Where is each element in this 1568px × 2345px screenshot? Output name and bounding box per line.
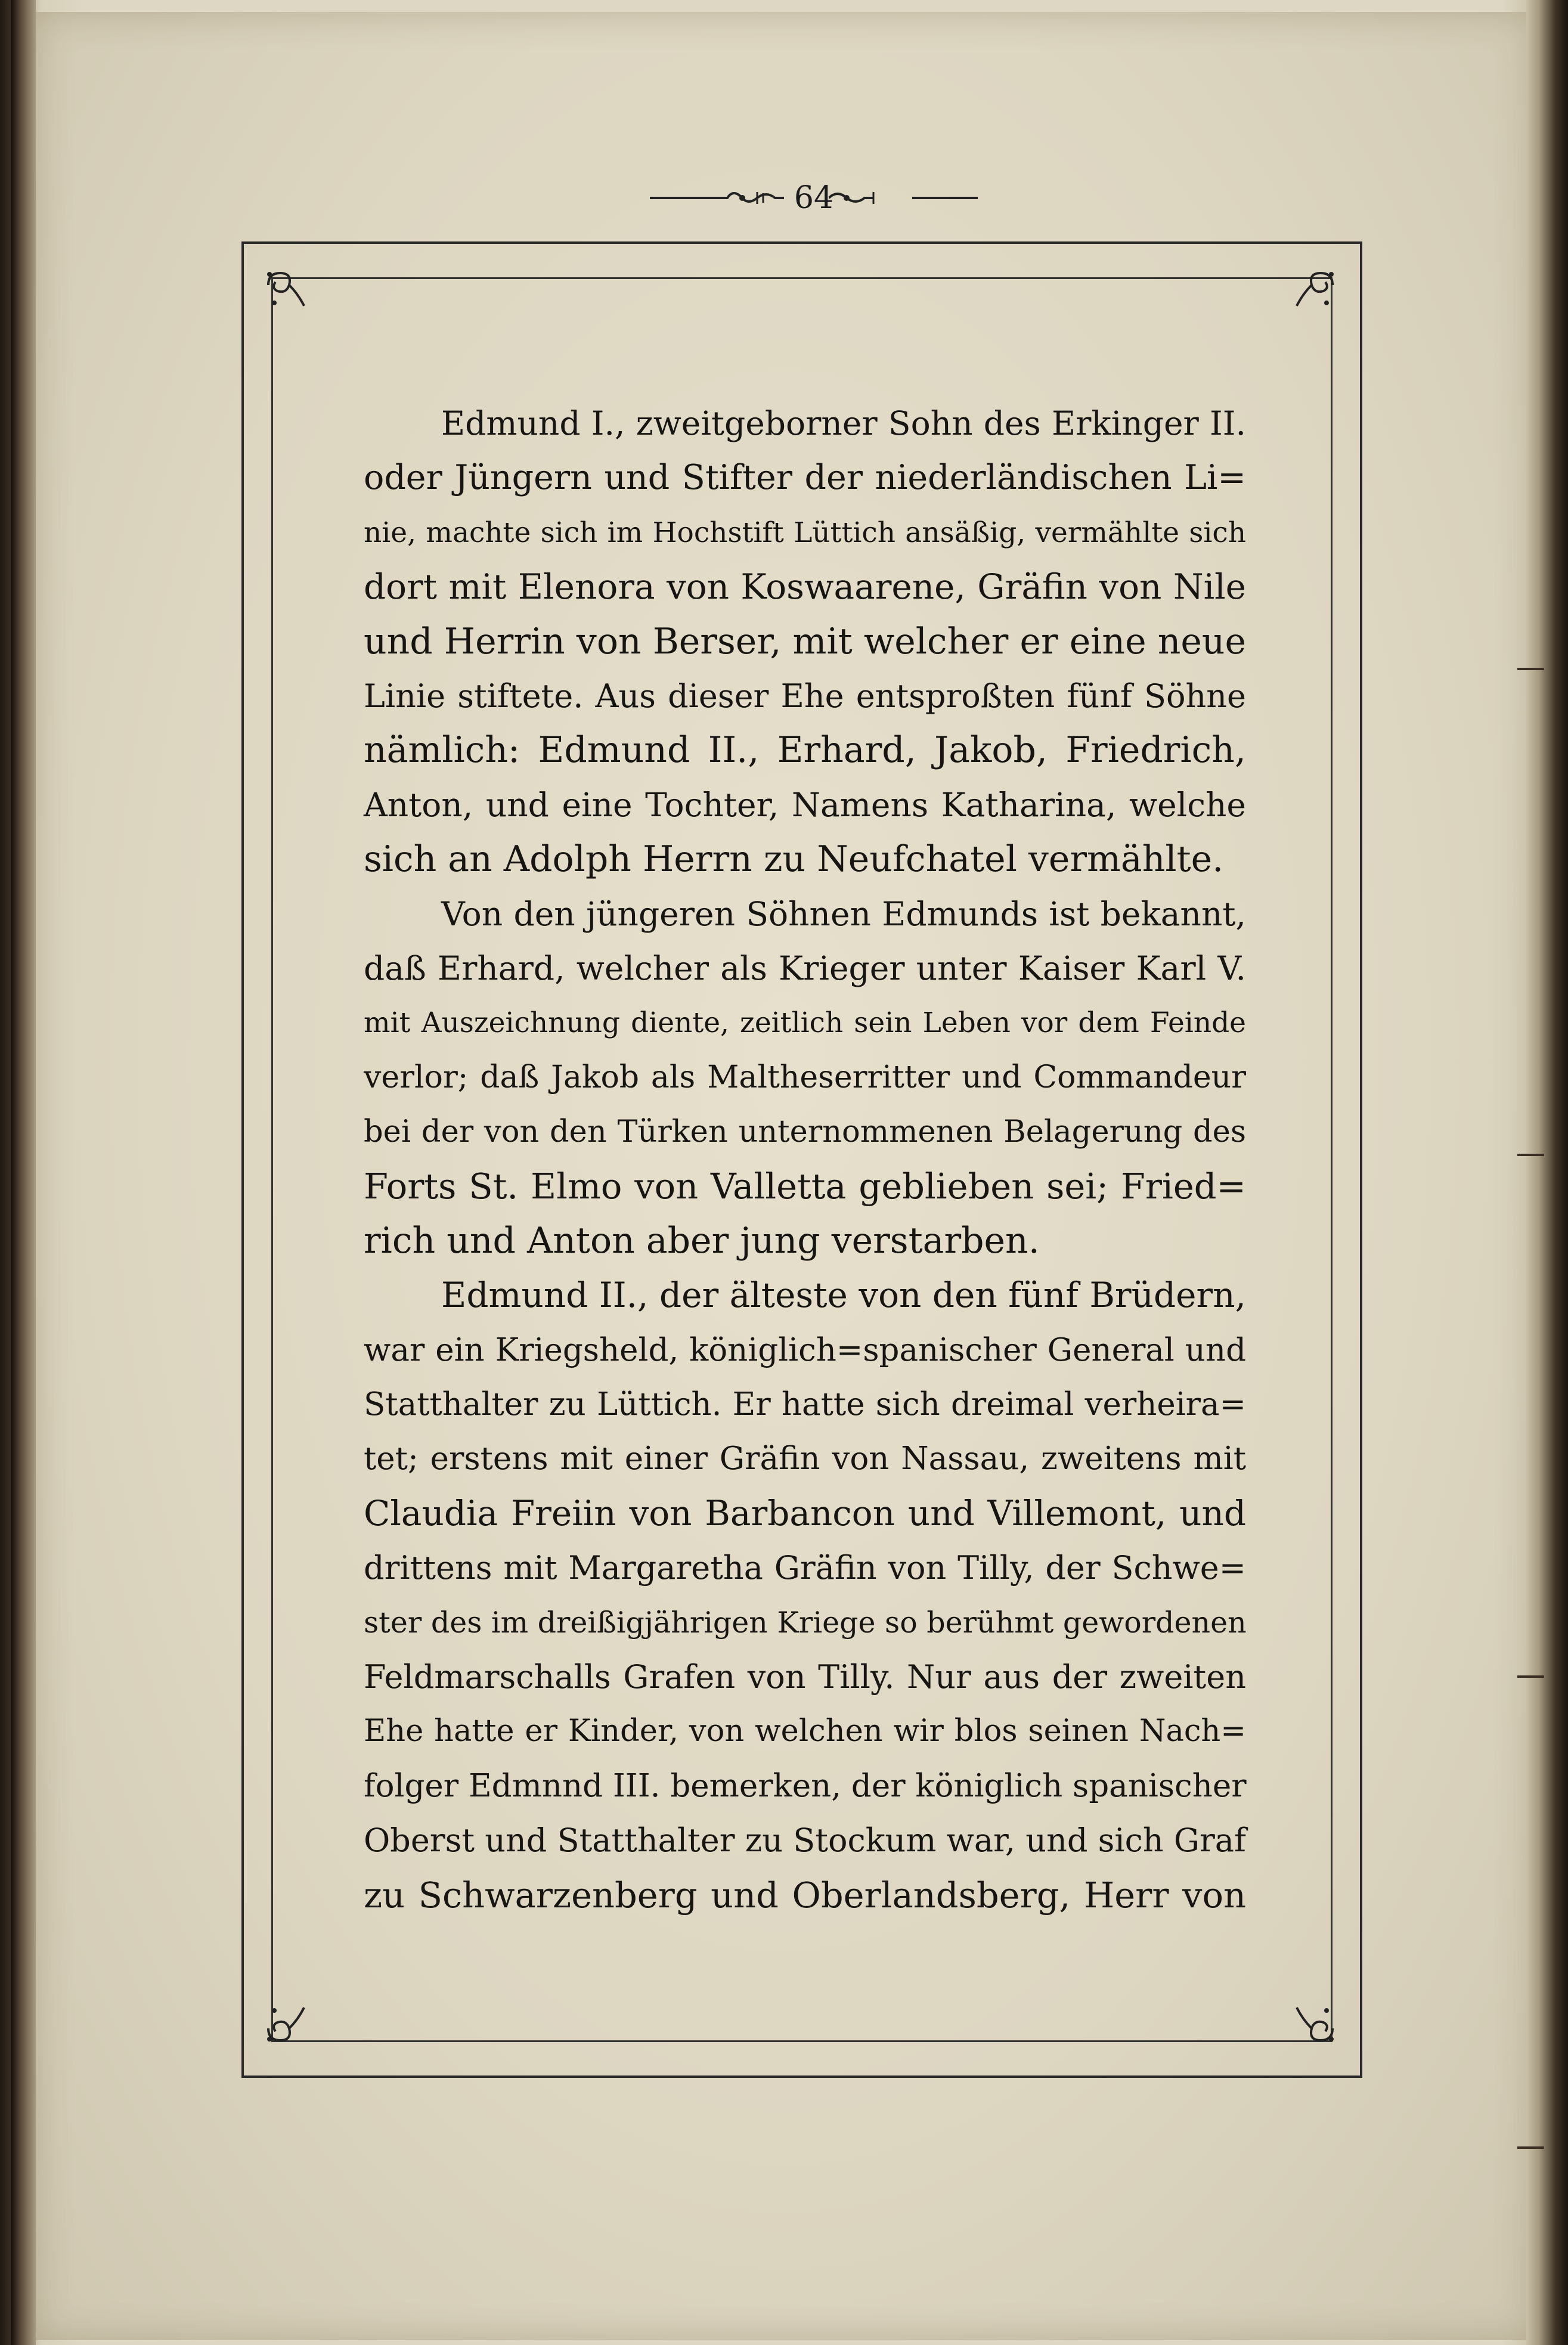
page-header [650, 174, 978, 222]
text-line: nie, machte sich im Hochstift Lüttich ansäßig, vermählte sich [364, 516, 1246, 549]
text-line: folger Edmnnd III. bemerken, der königlich spanischer [364, 1767, 1247, 1804]
book-spine-edge [11, 0, 36, 2345]
next-page-edge [1526, 0, 1568, 2345]
header-rule-right [912, 197, 978, 199]
text-line: nämlich: Edmund II., Erhard, Jakob, Friedrich, [364, 729, 1246, 772]
text-line: rich und Anton aber jung verstarben. [364, 1219, 1040, 1262]
text-line: Ehe hatte er Kinder, von welchen wir blos seinen Nach= [364, 1714, 1246, 1749]
page-edge-mark [1517, 668, 1544, 670]
text-line: Claudia Freiin von Barbancon und Villemont, und [364, 1492, 1246, 1534]
corner-ornament-top-left-icon [262, 267, 310, 315]
header-rule-left [650, 197, 715, 199]
text-line: dort mit Elenora von Koswaarene, Gräfin von Nile [364, 566, 1246, 608]
body-text [364, 396, 1246, 1922]
corner-ornament-top-right-icon [1291, 267, 1338, 315]
text-line: mit Auszeichnung diente, zeitlich sein Leben vor dem Feinde [364, 1006, 1246, 1040]
text-line: Oberst und Statthalter zu Stockum war, und sich Graf [364, 1822, 1246, 1860]
text-line: oder Jüngern und Stifter der niederländischen Li= [364, 458, 1246, 498]
text-line: Linie stiftete. Aus dieser Ehe entsproßten fünf Söhne [364, 677, 1246, 715]
page-edge-mark [1517, 1675, 1544, 1678]
text-line: zu Schwarzenberg und Oberlandsberg, Herr von [364, 1874, 1246, 1916]
page-edge-mark [1517, 1154, 1544, 1156]
text-line: Anton, und eine Tochter, Namens Katharina, welche [364, 785, 1246, 824]
text-line: und Herrin von Berser, mit welcher er eine neue [364, 620, 1246, 662]
text-line: Statthalter zu Lüttich. Er hatte sich dreimal verheira= [364, 1386, 1246, 1423]
page-edge-mark [1517, 2146, 1544, 2149]
text-line: Feldmarschalls Grafen von Tilly. Nur aus der zweiten [364, 1658, 1246, 1696]
page-number: 64 [794, 180, 834, 216]
text-line: war ein Kriegsheld, königlich=spanischer General und [364, 1331, 1246, 1368]
text-line: daß Erhard, welcher als Krieger unter Kaiser Karl V. [364, 949, 1246, 987]
text-line: Edmund II., der älteste von den fünf Brüdern, [441, 1275, 1246, 1316]
text-line: Forts St. Elmo von Valletta geblieben sei; Fried= [364, 1166, 1246, 1207]
text-line: Edmund I., zweitgeborner Sohn des Erkinger II. [441, 404, 1246, 442]
text-line: Von den jüngeren Söhnen Edmunds ist bekannt, [441, 894, 1246, 933]
text-line: drittens mit Margaretha Gräfin von Tilly, der Schwe= [364, 1549, 1246, 1587]
text-line: sich an Adolph Herrn zu Neufchatel vermählte. [364, 838, 1224, 881]
corner-ornament-bottom-left-icon [262, 1999, 310, 2046]
header-ornament-right-icon [829, 185, 912, 215]
text-line: bei der von den Türken unternommenen Belagerung des [364, 1114, 1246, 1150]
corner-ornament-bottom-right-icon [1291, 1999, 1338, 2046]
text-line: tet; erstens mit einer Gräfin von Nassau, zweitens mit [364, 1441, 1246, 1477]
text-line: ster des im dreißigjährigen Kriege so berühmt gewordenen [364, 1605, 1247, 1640]
text-line: verlor; daß Jakob als Maltheserritter und Commandeur [364, 1059, 1246, 1095]
